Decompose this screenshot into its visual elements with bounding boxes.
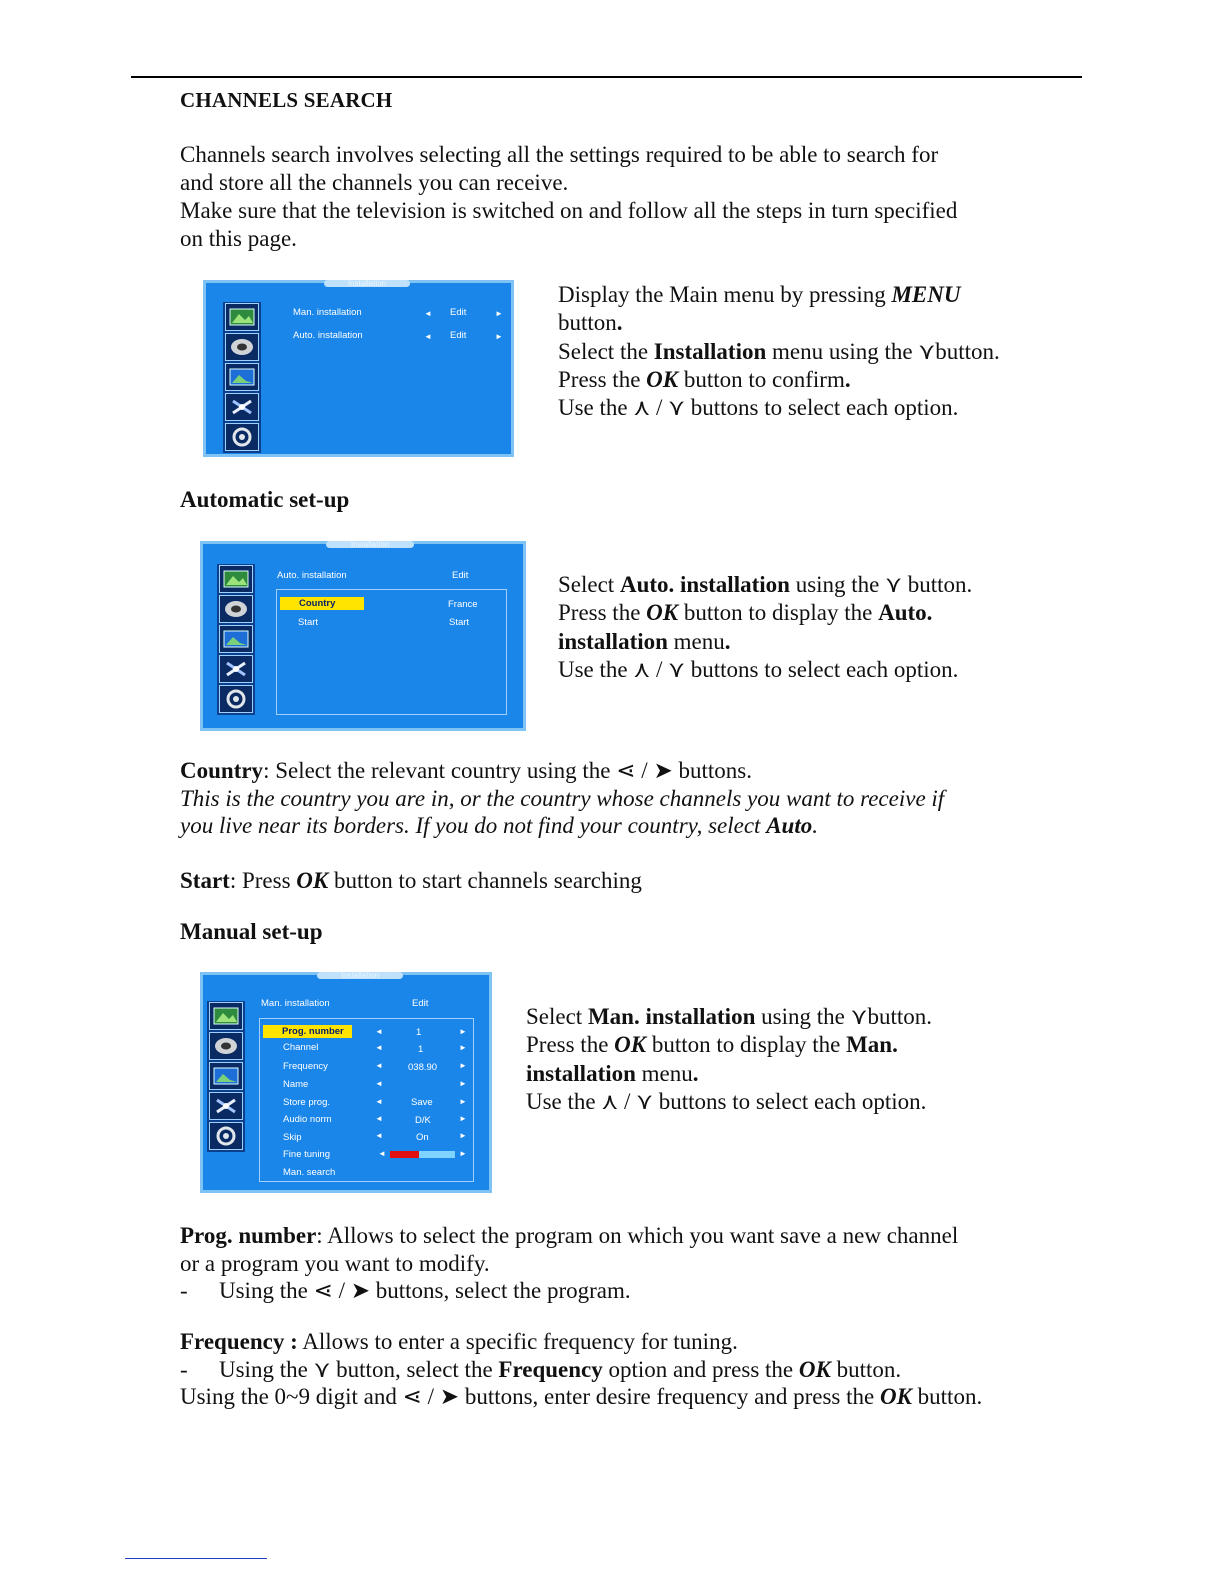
ok-key-label: OK	[296, 868, 329, 893]
text: Select	[558, 572, 620, 597]
text: Press the	[526, 1032, 615, 1058]
text: installation	[558, 628, 668, 654]
text: /	[421, 1384, 440, 1409]
text: button to display the	[678, 600, 879, 626]
intro-line: and store all the channels you can receive.	[180, 170, 569, 195]
osd-right-arrow-icon[interactable]: ►	[495, 332, 503, 341]
automatic-setup-heading: Automatic set-up	[180, 487, 350, 512]
ok-key-label: OK	[646, 366, 679, 392]
start-term: Start	[180, 868, 230, 893]
osd-row-value: On	[416, 1132, 429, 1143]
text: buttons to select each option.	[684, 395, 959, 421]
text: .	[812, 813, 818, 838]
prog-number-term: Prog. number	[180, 1223, 317, 1248]
section-title-text: CHANNELS SEARCH	[180, 88, 393, 112]
osd-header-value: Edit	[452, 570, 469, 581]
text: Press the	[558, 366, 647, 392]
step3-instructions	[526, 1003, 1066, 1116]
right-arrow-icon: ➤	[653, 758, 673, 783]
osd-left-arrow-icon[interactable]: ◄	[424, 332, 432, 341]
text: buttons.	[672, 758, 752, 783]
text: /	[332, 1278, 351, 1303]
osd-right-arrow-icon[interactable]: ►	[459, 1114, 467, 1123]
text: Press the	[558, 600, 647, 626]
fine-tuning-fill	[390, 1151, 419, 1158]
text: or a program you want to modify.	[180, 1250, 490, 1276]
osd-row-value: 1	[416, 1027, 422, 1038]
osd-row-value: Save	[411, 1097, 433, 1108]
down-arrow-icon: ⋎	[885, 572, 902, 597]
footer-rule	[125, 1558, 267, 1559]
text: menu	[667, 628, 725, 654]
text: option and press the	[602, 1356, 799, 1382]
ok-key-label: OK	[614, 1032, 647, 1058]
text: button, select the	[330, 1356, 499, 1382]
osd-right-arrow-icon[interactable]: ►	[459, 1097, 467, 1106]
right-arrow-icon: ➤	[350, 1278, 371, 1303]
osd-row-value: France	[448, 599, 478, 610]
osd-row-label[interactable]: Skip	[283, 1132, 302, 1143]
tv-icon	[209, 1062, 243, 1090]
text: button to start channels searching	[328, 868, 642, 893]
osd-row-label[interactable]: Start	[298, 617, 319, 628]
osd-left-arrow-icon[interactable]: ◄	[375, 1043, 383, 1052]
osd-left-arrow-icon[interactable]: ◄	[424, 309, 432, 318]
osd-icon-column	[217, 564, 255, 715]
intro-paragraph	[180, 141, 1060, 253]
text: Use the	[558, 656, 634, 682]
text: Select	[526, 1004, 588, 1029]
osd-row-label[interactable]: Man. installation	[293, 307, 362, 318]
sound-icon	[225, 333, 259, 361]
up-arrow-icon: ⋏	[633, 656, 651, 682]
osd-row-label[interactable]: Store prog.	[283, 1097, 330, 1108]
down-arrow-icon: ⋎	[313, 1356, 331, 1382]
intro-line: Make sure that the television is switched on and follow all the steps in turn specified	[180, 198, 958, 223]
text: Display the Main menu by pressing	[558, 282, 892, 307]
text: button.	[911, 1384, 983, 1409]
osd-row-value: Edit	[450, 307, 467, 318]
text: Select the	[558, 338, 654, 364]
down-arrow-icon: ⋎	[918, 338, 936, 364]
left-arrow-icon: ⋖	[402, 1384, 422, 1409]
text: /	[650, 656, 669, 682]
text: Man.	[846, 1032, 898, 1058]
country-note: This is the country you are in, or the country whose channels you want to receive if	[180, 785, 945, 811]
frequency-description	[180, 1328, 1060, 1411]
text: button to display the	[646, 1032, 847, 1058]
down-arrow-icon: ⋎	[668, 395, 685, 421]
text: .	[844, 366, 851, 392]
text: .	[724, 628, 731, 654]
osd-highlighted-row-country[interactable]: Country	[280, 597, 364, 610]
osd-row-value: Edit	[450, 330, 467, 341]
text: installation	[526, 1060, 636, 1086]
osd-highlighted-row-prog-number[interactable]: Prog. number	[263, 1025, 352, 1038]
osd-right-arrow-icon[interactable]: ►	[495, 309, 503, 318]
intro-line: Channels search involves selecting all the settings required to be able to search for	[180, 142, 939, 167]
country-term: Country	[180, 758, 264, 783]
text: button	[558, 310, 617, 336]
osd-right-arrow-icon[interactable]: ►	[459, 1149, 467, 1158]
man-installation-label: Man. installation	[587, 1004, 756, 1029]
text: buttons to select each option.	[684, 656, 959, 682]
settings-wheel-icon	[219, 685, 253, 713]
osd-left-arrow-icon[interactable]: ◄	[375, 1061, 383, 1070]
sound-icon	[219, 595, 253, 623]
osd-header-label: Man. installation	[261, 998, 330, 1009]
osd-left-arrow-icon[interactable]: ◄	[375, 1114, 383, 1123]
osd-header-value: Edit	[412, 998, 429, 1009]
settings-wheel-icon	[225, 423, 259, 451]
text: Auto.	[878, 600, 933, 626]
osd-right-arrow-icon[interactable]: ►	[459, 1079, 467, 1088]
osd-row-label[interactable]: Audio norm	[283, 1114, 332, 1125]
manual-setup-heading: Manual set-up	[180, 919, 323, 944]
top-rule	[131, 76, 1082, 78]
osd-title: Installation	[324, 280, 410, 287]
osd-row-value: Start	[449, 617, 470, 628]
text: Frequency	[498, 1356, 603, 1382]
text: Using the	[219, 1278, 314, 1303]
frequency-term: Frequency :	[180, 1329, 298, 1354]
osd-left-arrow-icon[interactable]: ◄	[378, 1149, 386, 1158]
auto-installation-screenshot	[200, 541, 526, 731]
osd-row-value: 1	[418, 1044, 424, 1055]
osd-right-arrow-icon[interactable]: ►	[459, 1131, 467, 1140]
text: : Press	[229, 868, 297, 893]
intro-line: on this page.	[180, 226, 297, 251]
osd-left-arrow-icon[interactable]: ◄	[375, 1097, 383, 1106]
ok-key-label: OK	[798, 1356, 831, 1382]
osd-row-label[interactable]: Channel	[283, 1042, 319, 1053]
text: Using the	[219, 1356, 314, 1382]
ok-key-label: OK	[646, 600, 679, 626]
osd-row-label[interactable]: Frequency	[283, 1061, 328, 1072]
country-description	[180, 757, 1060, 840]
picture-icon	[219, 565, 253, 593]
text: .	[616, 310, 623, 336]
text: using the	[789, 572, 886, 597]
osd-row-label[interactable]: Auto. installation	[293, 330, 363, 341]
text: /	[618, 1088, 637, 1114]
picture-icon	[209, 1002, 243, 1030]
step1-instructions	[558, 281, 1078, 422]
menu-key-label: MENU	[891, 282, 961, 307]
text: buttons, select the program.	[370, 1278, 631, 1303]
osd-left-arrow-icon[interactable]: ◄	[375, 1079, 383, 1088]
satellite-icon	[225, 393, 259, 421]
text: using the	[755, 1004, 851, 1029]
text: Using the 0~9 digit and	[180, 1384, 403, 1409]
osd-row-label[interactable]: Name	[283, 1079, 309, 1090]
text: button.	[902, 572, 973, 597]
text: Allows to enter a specific frequency for tuning.	[297, 1329, 738, 1354]
right-arrow-icon: ➤	[439, 1384, 460, 1409]
text: button.	[830, 1356, 902, 1382]
text: button.	[867, 1004, 932, 1029]
text: : Select the relevant country using the	[263, 758, 617, 783]
text: button.	[935, 338, 1000, 364]
text: button to confirm	[678, 366, 845, 392]
osd-left-arrow-icon[interactable]: ◄	[375, 1027, 383, 1036]
section-title	[180, 88, 392, 113]
osd-row-label[interactable]: Fine tuning	[283, 1149, 331, 1160]
up-arrow-icon: ⋏	[633, 395, 651, 421]
down-arrow-icon: ⋎	[636, 1088, 653, 1114]
tv-icon	[225, 363, 259, 391]
installation-label: Installation	[653, 338, 767, 364]
picture-icon	[225, 303, 259, 331]
installation-menu-screenshot	[203, 280, 514, 457]
up-arrow-icon: ⋏	[601, 1088, 619, 1114]
left-arrow-icon: ⋖	[313, 1278, 333, 1303]
down-arrow-icon: ⋎	[668, 656, 685, 682]
satellite-icon	[209, 1092, 243, 1120]
left-arrow-icon: ⋖	[616, 758, 636, 783]
osd-left-arrow-icon[interactable]: ◄	[375, 1131, 383, 1140]
text: you live near its borders. If you do not find your country, select	[180, 813, 767, 838]
text: /	[635, 758, 654, 783]
sound-icon	[209, 1032, 243, 1060]
osd-right-arrow-icon[interactable]: ►	[459, 1043, 467, 1052]
osd-row-label[interactable]: Man. search	[283, 1167, 336, 1178]
osd-right-arrow-icon[interactable]: ►	[459, 1061, 467, 1070]
tv-icon	[219, 625, 253, 653]
osd-right-arrow-icon[interactable]: ►	[459, 1027, 467, 1036]
prog-number-description	[180, 1222, 1060, 1305]
satellite-icon	[219, 655, 253, 683]
down-arrow-icon: ⋎	[850, 1004, 868, 1029]
manual-installation-screenshot	[200, 972, 492, 1193]
osd-row-value: D/K	[415, 1115, 431, 1126]
text: Use the	[558, 395, 634, 421]
osd-icon-column	[207, 1001, 245, 1152]
text: .	[692, 1060, 699, 1086]
osd-title: Installation	[326, 541, 414, 548]
fine-tuning-slider[interactable]	[390, 1151, 455, 1158]
bullet-dash: -	[180, 1278, 188, 1303]
osd-row-value: 038.90	[408, 1062, 438, 1073]
text: menu	[635, 1060, 693, 1086]
ok-key-label: OK	[879, 1384, 912, 1409]
osd-title: Installation	[317, 972, 403, 979]
bullet-dash: -	[180, 1356, 188, 1382]
auto-installation-label: Auto. installation	[619, 572, 790, 597]
settings-wheel-icon	[209, 1122, 243, 1150]
step2-instructions	[558, 571, 1078, 684]
osd-header-label: Auto. installation	[277, 570, 347, 581]
text: buttons, enter desire frequency and press the	[459, 1384, 880, 1409]
auto-label: Auto	[766, 813, 813, 838]
start-description	[180, 867, 1060, 895]
text: Use the	[526, 1088, 602, 1114]
text: /	[650, 395, 669, 421]
text: menu using the	[766, 338, 919, 364]
text: : Allows to select the program on which you want save a new channel	[316, 1223, 959, 1248]
osd-icon-column	[223, 302, 261, 453]
text: buttons to select each option.	[652, 1088, 927, 1114]
